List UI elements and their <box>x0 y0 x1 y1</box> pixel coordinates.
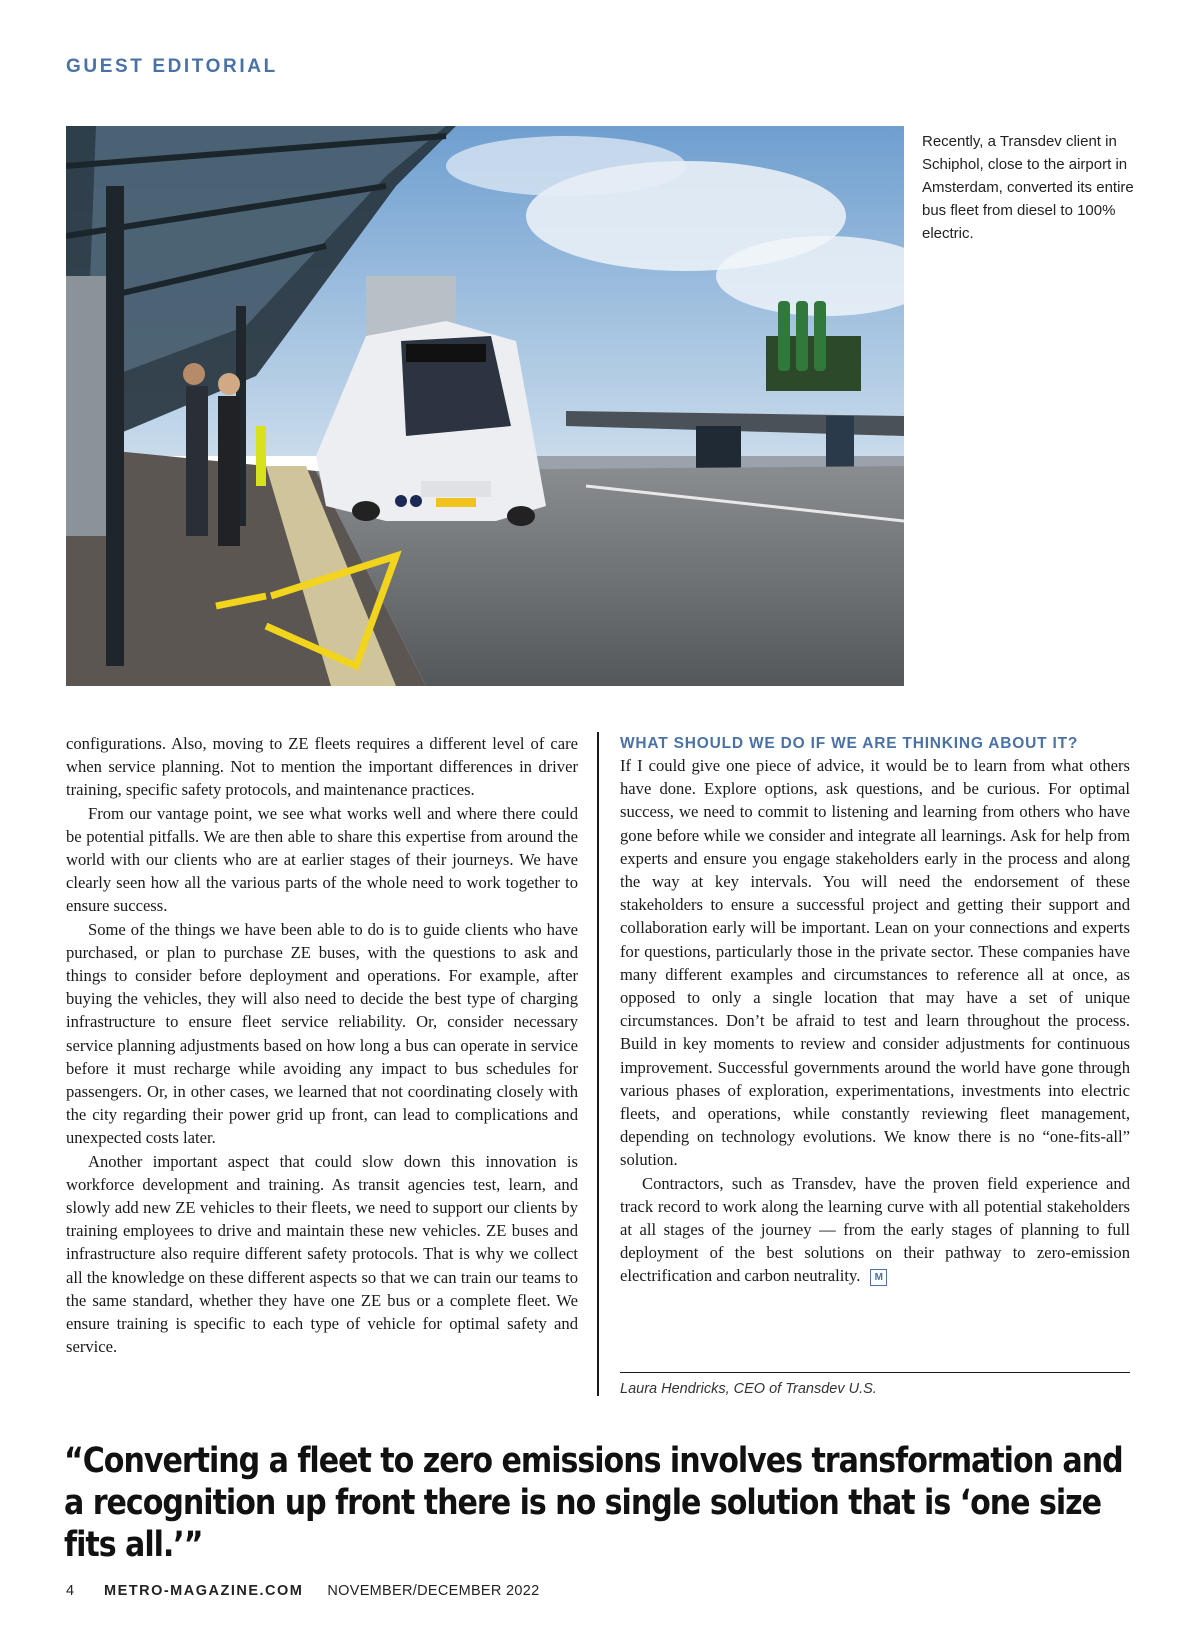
column-divider <box>597 732 599 1396</box>
issue-date: NOVEMBER/DECEMBER 2022 <box>327 1583 540 1599</box>
byline-rule <box>620 1372 1130 1373</box>
bus-station-photo <box>66 126 904 686</box>
site-name: METRO-MAGAZINE.COM <box>104 1583 304 1599</box>
paragraph: Some of the things we have been able to do is to guide clients who have purchased, or plan to purchase ZE buses, with the questions to ask and things to consider before deployment and operations. For example, after buying the vehicles, they will also need to decide the best type of charging infrastructure to ensure fleet service reliability. Or, consider necessary service planning adjustments based on how long a bus can operate in service before it must recharge while avoiding any impact to bus schedules for passengers. Or, in other cases, we learned that not coordinating closely with the city regarding their power grid up front, can lead to complications and unexpected costs later. <box>66 919 578 1148</box>
paragraph: From our vantage point, we see what works well and where there could be potential pitfalls. We are then able to share this expertise from around the world with our clients who are at earlier stages of their journeys. We have clearly seen how all the various parts of the whole need to work together to ensure success. <box>66 803 578 916</box>
paragraph-text: Contractors, such as Transdev, have the proven field experience and track record to work along the learning curve with all potential stakeholders at all stages of the journey — from the early stages of planning to full deployment of the best solutions on their pathway to zero-emission electrification and carbon neutrality. <box>620 1173 1130 1286</box>
paragraph: If I could give one piece of advice, it would be to learn from what others have done. Explore options, ask questions, and be curious. For optimal success, we need to commit to listening and learning from others who have gone before while we consider and integrate all learnings. Ask for help from experts and ensure you engage stakeholders early in the process and along the way at key intervals. You will need the endorsement of these stakeholders to ensure a successful project and getting their support and collaboration early will be important. Lean on your connections and experts for questions, particularly those in the private sector. These companies have many different examples and circumstances to reference all at once, as opposed to only a single location that may have a set of unique circumstances. Don’t be afraid to test and learn throughout the process. Build in key moments to review and consider adjustments for continuous improvement. Successful governments around the world have gone through various phases of exploration, experimentations, investments into electric fleets, and operations, while constantly reviewing fleet management, depending on technology evolutions. We know there is no “one-fits-all” solution. <box>620 756 1130 1170</box>
section-label: GUEST EDITORIAL <box>66 56 278 77</box>
section-subhead: WHAT SHOULD WE DO IF WE ARE THINKING ABOUT IT? <box>620 735 1079 752</box>
end-mark-icon: M <box>870 1269 887 1286</box>
right-column <box>620 734 1130 1288</box>
paragraph: Another important aspect that could slow down this innovation is workforce development and training. As transit agencies test, learn, and slowly add new ZE vehicles to their fleets, we need to support our clients by training employees to drive and maintain these new vehicles. ZE buses and infrastructure also require different safety protocols. That is why we collect all the knowledge on these different aspects so that we can train our teams to the same standard, whether they have one ZE bus or a complete fleet. We ensure training is specific to each type of vehicle for optimal safety and service. <box>66 1151 578 1357</box>
page-number: 4 <box>66 1583 75 1599</box>
pull-quote: “Converting a fleet to zero emissions involves transformation and a recognition up front there is no single solution that is ‘one size fits all.’” <box>64 1441 1123 1565</box>
paragraph-last <box>620 1172 1130 1288</box>
page-footer <box>66 1583 539 1599</box>
left-column <box>66 732 578 1358</box>
paragraph: configurations. Also, moving to ZE fleets requires a different level of care when service planning. Not to mention the important differences in driver training, specific safety protocols, and maintenance practices. <box>66 734 578 800</box>
photo-caption: Recently, a Transdev client in Schiphol, close to the airport in Amsterdam, converted its entire bus fleet from diesel to 100% electric. <box>922 133 1134 242</box>
author-byline: Laura Hendricks, CEO of Transdev U.S. <box>620 1381 877 1397</box>
